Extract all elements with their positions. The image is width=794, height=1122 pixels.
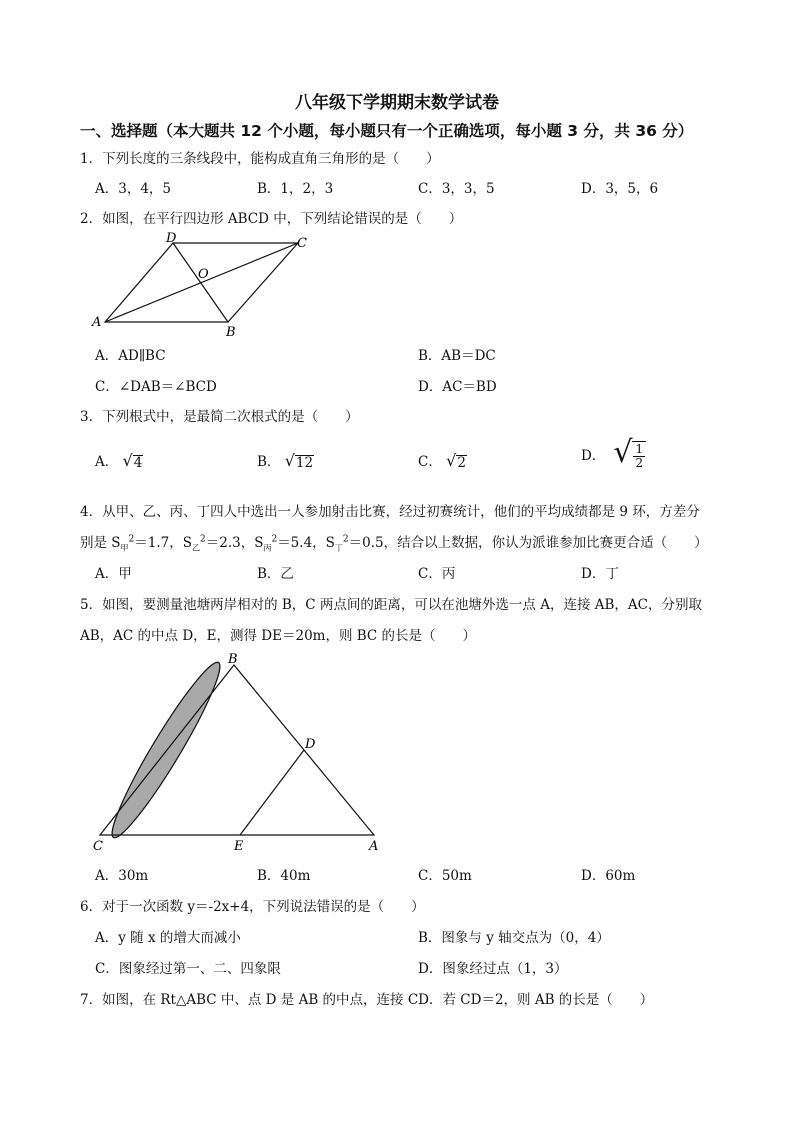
segment-de <box>240 750 304 835</box>
question-5-stem-line1: 5．如图，要测量池塘两岸相对的 B，C 两点间的距离，可以在池塘外选一点 A，连接 AB，AC，分别取 <box>80 597 703 613</box>
sub-yi: 乙 <box>192 543 200 553</box>
pond-triangle-figure <box>88 648 398 858</box>
q3-option-c-letter: C． <box>418 454 442 470</box>
q4-option-a: A．甲 <box>95 566 132 582</box>
label-b: B <box>226 325 236 340</box>
parallelogram-figure <box>90 230 320 340</box>
question-7-stem: 7．如图，在 Rt△ABC 中、点 D 是 AB 的中点，连接 CD．若 CD＝2，则 AB 的长是（ ） <box>80 992 654 1008</box>
variance-yi: ＝2.3，S <box>205 535 264 551</box>
question-3-stem: 3．下列根式中，是最简二次根式的是（ ） <box>80 409 359 425</box>
q1-option-d: D．3，5，6 <box>581 181 659 197</box>
diagonal-bd <box>173 243 228 322</box>
section-heading: 一、选择题（本大题共 12 个小题，每小题只有一个正确选项，每小题 3 分，共 36 分） <box>80 122 694 140</box>
q4-option-b: B．乙 <box>257 566 294 582</box>
sqrt-2: √ 2 <box>446 451 466 471</box>
q1-option-b: B．1，2，3 <box>257 181 334 197</box>
sub-jia: 甲 <box>120 543 129 553</box>
sup-2-yi: 2 <box>200 534 206 545</box>
q2-option-d: D．AC＝BD <box>418 379 497 395</box>
sqrt-12: √ 12 <box>284 451 314 471</box>
q6-option-c: C．图象经过第一、二、四象限 <box>95 961 281 977</box>
label-e: E <box>234 839 244 854</box>
q6-option-d: D．图象经过点（1，3） <box>418 961 568 977</box>
sub-ding: 丁 <box>334 543 343 553</box>
q3-option-d-letter: D． <box>581 448 606 465</box>
q3-option-a-letter: A． <box>95 454 119 470</box>
fraction-denominator: 2 <box>635 456 644 471</box>
q1-option-a: A．3，4，5 <box>95 181 172 197</box>
q1-option-c: C．3，3，5 <box>418 181 495 197</box>
q3-option-d <box>581 435 646 471</box>
sup-2-bing: 2 <box>271 534 278 545</box>
q3-option-b-letter: B． <box>257 454 281 470</box>
variance-jia: ＝1.7，S <box>134 535 192 551</box>
radicand-2: 2 <box>457 455 466 471</box>
q5-option-d: D．60m <box>581 868 636 884</box>
label-d: D <box>166 231 177 246</box>
sub-bing: 丙 <box>263 543 272 553</box>
sup-2-jia: 2 <box>128 534 135 545</box>
q2-option-c: C．∠DAB＝∠BCD <box>95 379 217 395</box>
question-4-stem-line2 <box>80 531 708 554</box>
fraction-one-half <box>633 443 645 470</box>
q5-option-c: C．50m <box>418 868 472 884</box>
label-b: B <box>228 652 238 667</box>
radicand-4: 4 <box>133 455 143 471</box>
question-6-stem: 6．对于一次函数 y＝-2x+4，下列说法错误的是（ ） <box>80 899 425 915</box>
question-2-stem: 2．如图，在平行四边形 ABCD 中，下列结论错误的是（ ） <box>80 211 463 227</box>
sup-2-ding: 2 <box>342 534 349 545</box>
q2-option-b: B．AB＝DC <box>418 348 496 364</box>
question-5-stem-line2: AB，AC 的中点 D，E，测得 DE＝20m，则 BC 的长是（ ） <box>80 628 477 644</box>
label-c: C <box>297 236 307 251</box>
diagonal-ac <box>105 243 298 322</box>
q4-option-d: D．丁 <box>581 566 619 582</box>
q6-option-a: A．y 随 x 的增大而减小 <box>95 930 241 946</box>
label-a: A <box>92 315 102 330</box>
q6-option-b: B．图象与 y 轴交点为（0，4） <box>418 930 610 946</box>
sqrt-4: √ 4 <box>122 451 143 471</box>
question-1-stem: 1．下列长度的三条线段中，能构成直角三角形的是（ ） <box>80 151 440 167</box>
sqrt-one-half: √ $\frac{1}{2}$ <box>613 438 646 470</box>
label-o: O <box>198 267 209 282</box>
q2-option-a: A．AD∥BC <box>95 348 166 364</box>
label-a: A <box>369 839 379 854</box>
question-4-stem-line1: 4．从甲、乙、丙、丁四人中选出一人参加射击比赛，经过初赛统计，他们的平均成绩都是 9 环，方差分 <box>80 504 700 520</box>
variance-ding: ＝0.5，结合以上数据，你认为派谁参加比赛更合适（ ） <box>348 535 708 551</box>
q5-option-a: A．30m <box>95 868 149 884</box>
page-title: 八年级下学期期末数学试卷 <box>295 93 499 113</box>
label-c: C <box>93 839 103 854</box>
q5-option-b: B．40m <box>257 868 311 884</box>
variance-bing: ＝5.4，S <box>277 535 335 551</box>
label-d: D <box>305 737 316 752</box>
q4-option-c: C．丙 <box>418 566 456 582</box>
pond-shape <box>101 655 230 844</box>
q3-option-a <box>95 450 143 472</box>
radicand-12: 12 <box>295 455 314 471</box>
fraction-numerator: 1 <box>635 442 644 456</box>
q3-option-c <box>418 450 467 472</box>
q4-prefix: 别是 S <box>80 535 121 551</box>
q3-option-b <box>257 450 314 472</box>
